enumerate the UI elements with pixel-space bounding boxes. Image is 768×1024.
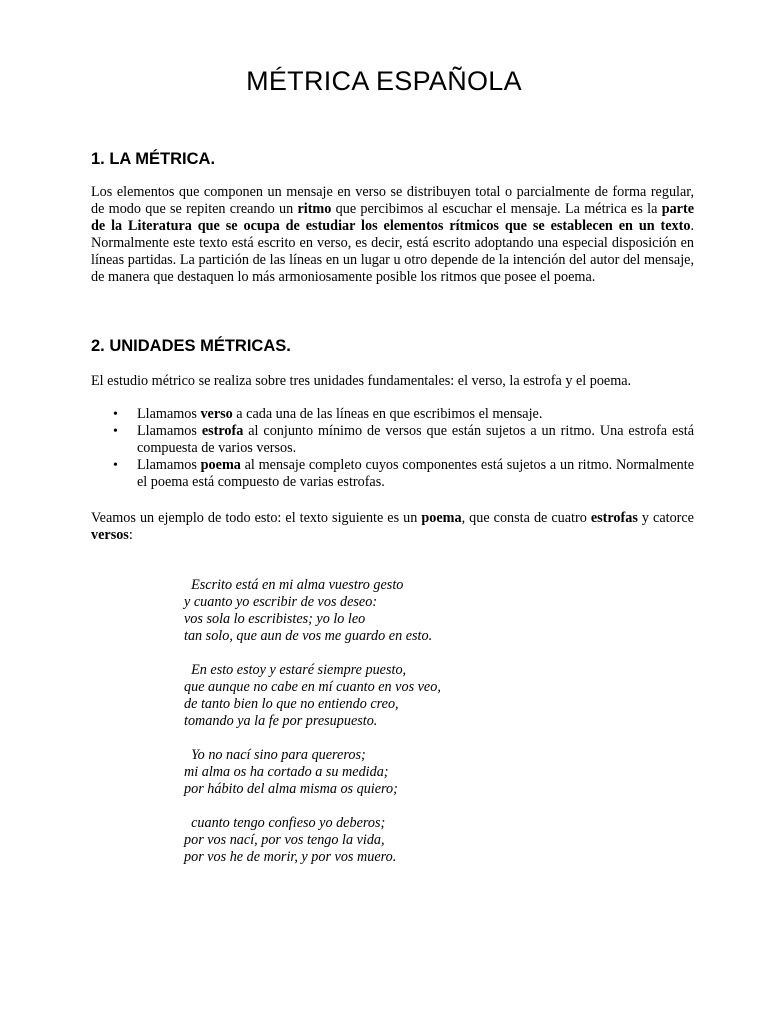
section-2-heading: 2. UNIDADES MÉTRICAS. — [91, 337, 291, 355]
stanza — [184, 747, 441, 798]
text-run: . Normalmente este texto está escrito en verso, es decir, está escrito adoptando una especial disposición en líneas partidas. La partición de las líneas en un lugar u otro depende de la intención del autor del mensaje, de manera que destaquen lo más armoniosamente posible los ritmos que posee el poema. — [91, 218, 694, 285]
list-item — [91, 406, 694, 423]
verse-line: Yo no nací sino para quereros; — [184, 747, 366, 763]
text-run: a cada una de las líneas en que escribimos el mensaje. — [232, 406, 543, 422]
text-run: Veamos un ejemplo de todo esto: el texto siguiente es un — [91, 510, 422, 526]
text-run: y catorce — [637, 510, 694, 526]
section-1-paragraph — [91, 184, 694, 286]
verse-line: En esto estoy y estaré siempre puesto, — [184, 662, 407, 678]
section-1-heading: 1. LA MÉTRICA. — [91, 150, 216, 168]
text-run: Los elementos que componen un mensaje en verso se distribuyen total o parcialmente de forma regular, de modo que se repiten creando un — [91, 184, 694, 217]
bullet-icon: • — [113, 424, 118, 439]
bold-text: estrofa — [201, 423, 244, 439]
bold-text: poema — [421, 510, 462, 526]
text-run: al mensaje completo cuyos componentes está sujetos a un ritmo. Normalmente el poema está compuesto de varias estrofas. — [137, 457, 694, 490]
bullet-icon: • — [113, 458, 118, 473]
text-run: al conjunto mínimo de versos que están sujetos a un ritmo. Una estrofa está compuesta de varios versos. — [137, 423, 694, 456]
verse-line: tomando ya la fe por presupuesto. — [184, 713, 378, 729]
bold-text: parte de la Literatura que se ocupa de estudiar los elementos rítmicos que se establecen en un texto — [91, 201, 694, 234]
text-run: que percibimos al escuchar el mensaje. La métrica es la — [331, 201, 662, 217]
section-2-intro: El estudio métrico se realiza sobre tres unidades fundamentales: el verso, la estrofa y el poema. — [91, 373, 632, 389]
verse-line: de tanto bien lo que no entiendo creo, — [184, 696, 399, 712]
bold-text: versos — [91, 527, 129, 543]
list-item — [91, 457, 694, 491]
example-paragraph — [91, 510, 694, 544]
bold-text: ritmo — [297, 201, 332, 217]
text-run: , que consta de cuatro — [461, 510, 591, 526]
stanza — [184, 577, 441, 645]
bold-text: poema — [200, 457, 241, 473]
stanza — [184, 815, 441, 866]
stanza — [184, 662, 441, 730]
verse-line: por hábito del alma misma os quiero; — [184, 781, 398, 797]
text-run: Llamamos — [137, 457, 201, 473]
verse-line: Escrito está en mi alma vuestro gesto — [184, 577, 404, 593]
verse-line: cuanto tengo confieso yo deberos; — [184, 815, 386, 831]
bold-text: verso — [200, 406, 233, 422]
text-run: Llamamos — [137, 406, 201, 422]
verse-line: que aunque no cabe en mí cuanto en vos veo, — [184, 679, 441, 695]
verse-line: y cuanto yo escribir de vos deseo: — [184, 594, 378, 610]
bold-text: estrofas — [590, 510, 638, 526]
list-item — [91, 423, 694, 457]
verse-line: por vos he de morir, y por vos muero. — [184, 849, 397, 865]
units-list — [91, 406, 694, 491]
verse-line: tan solo, que aun de vos me guardo en esto. — [184, 628, 433, 644]
bullet-icon: • — [113, 407, 118, 422]
verse-line: mi alma os ha cortado a su medida; — [184, 764, 389, 780]
page-title: MÉTRICA ESPAÑOLA — [246, 66, 522, 96]
verse-line: por vos nací, por vos tengo la vida, — [184, 832, 385, 848]
poem — [184, 577, 441, 883]
text-run: Llamamos — [137, 423, 202, 439]
verse-line: vos sola lo escribistes; yo lo leo — [184, 611, 366, 627]
text-run: : — [128, 527, 133, 543]
